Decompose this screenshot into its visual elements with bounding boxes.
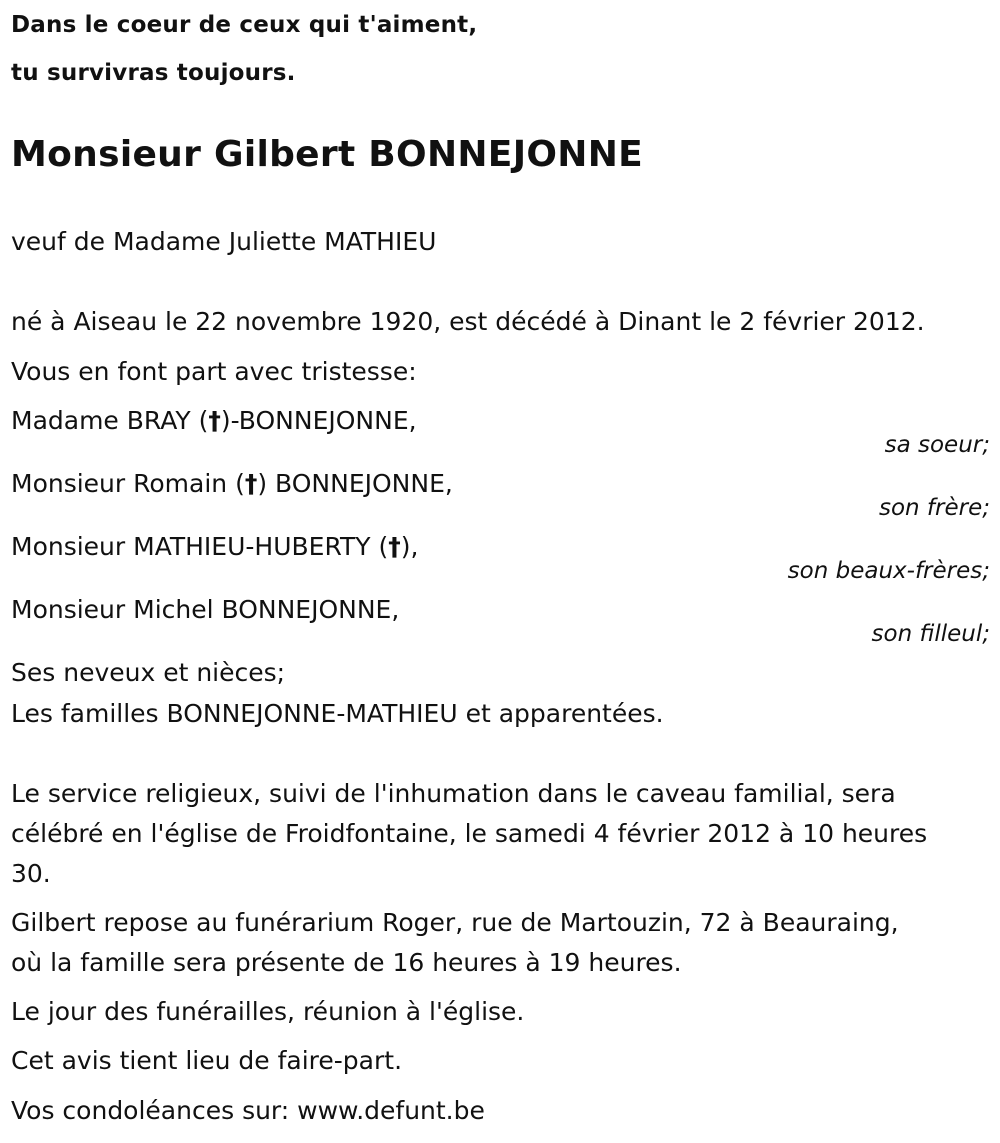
funeral-home-line-1: Gilbert repose au funérarium Roger, rue de Martouzin, 72 à Beauraing,	[11, 908, 899, 937]
epigraph-line-1: Dans le coeur de ceux qui t'aiment,	[11, 12, 478, 38]
family-member-name-after: )-BONNEJONNE,	[220, 406, 417, 435]
family-member-name-after: ),	[400, 532, 419, 561]
family-member-name: Monsieur Michel BONNEJONNE,	[11, 595, 400, 624]
family-member	[11, 401, 417, 441]
family-member-name-before: Monsieur MATHIEU-HUBERTY (	[11, 532, 389, 561]
family-relation: son frère;	[878, 495, 990, 521]
deceased-name: Monsieur Gilbert BONNEJONNE	[11, 134, 644, 175]
service-line-3: 30.	[11, 859, 51, 888]
condolences-line: Vos condoléances sur: www.defunt.be	[11, 1096, 485, 1125]
deceased-cross-icon: †	[208, 406, 221, 435]
family-relation: sa soeur;	[884, 432, 990, 458]
family-member-name-before: Monsieur Romain (	[11, 469, 245, 498]
deceased-cross-icon: †	[244, 469, 258, 498]
service-line-1: Le service religieux, suivi de l'inhumation dans le caveau familial, sera	[11, 779, 896, 808]
family-member	[11, 590, 399, 630]
service-line-2: célébré en l'église de Froidfontaine, le samedi 4 février 2012 à 10 heures	[11, 819, 928, 848]
funeral-home-line-2: où la famille sera présente de 16 heures à 19 heures.	[11, 948, 682, 977]
family-member	[11, 464, 453, 504]
relatives-line-1: Ses neveux et nièces;	[11, 658, 286, 687]
relatives-line-2: Les familles BONNEJONNE-MATHIEU et apparentées.	[11, 699, 664, 728]
deceased-cross-icon: †	[388, 532, 401, 561]
funeral-day-line: Le jour des funérailles, réunion à l'église.	[11, 997, 525, 1026]
notice-line: Cet avis tient lieu de faire-part.	[11, 1046, 403, 1075]
epigraph-line-2: tu survivras toujours.	[11, 60, 296, 86]
announcement-intro: Vous en font part avec tristesse:	[11, 357, 417, 386]
family-relation: son filleul;	[871, 621, 990, 647]
family-member	[11, 527, 418, 567]
birth-death-line: né à Aiseau le 22 novembre 1920, est décédé à Dinant le 2 février 2012.	[11, 307, 925, 336]
family-relation: son beaux-frères;	[787, 558, 990, 584]
family-member-name-after: ) BONNEJONNE,	[257, 469, 453, 498]
family-member-name-before: Madame BRAY (	[11, 406, 209, 435]
spouse-line: veuf de Madame Juliette MATHIEU	[11, 227, 437, 256]
